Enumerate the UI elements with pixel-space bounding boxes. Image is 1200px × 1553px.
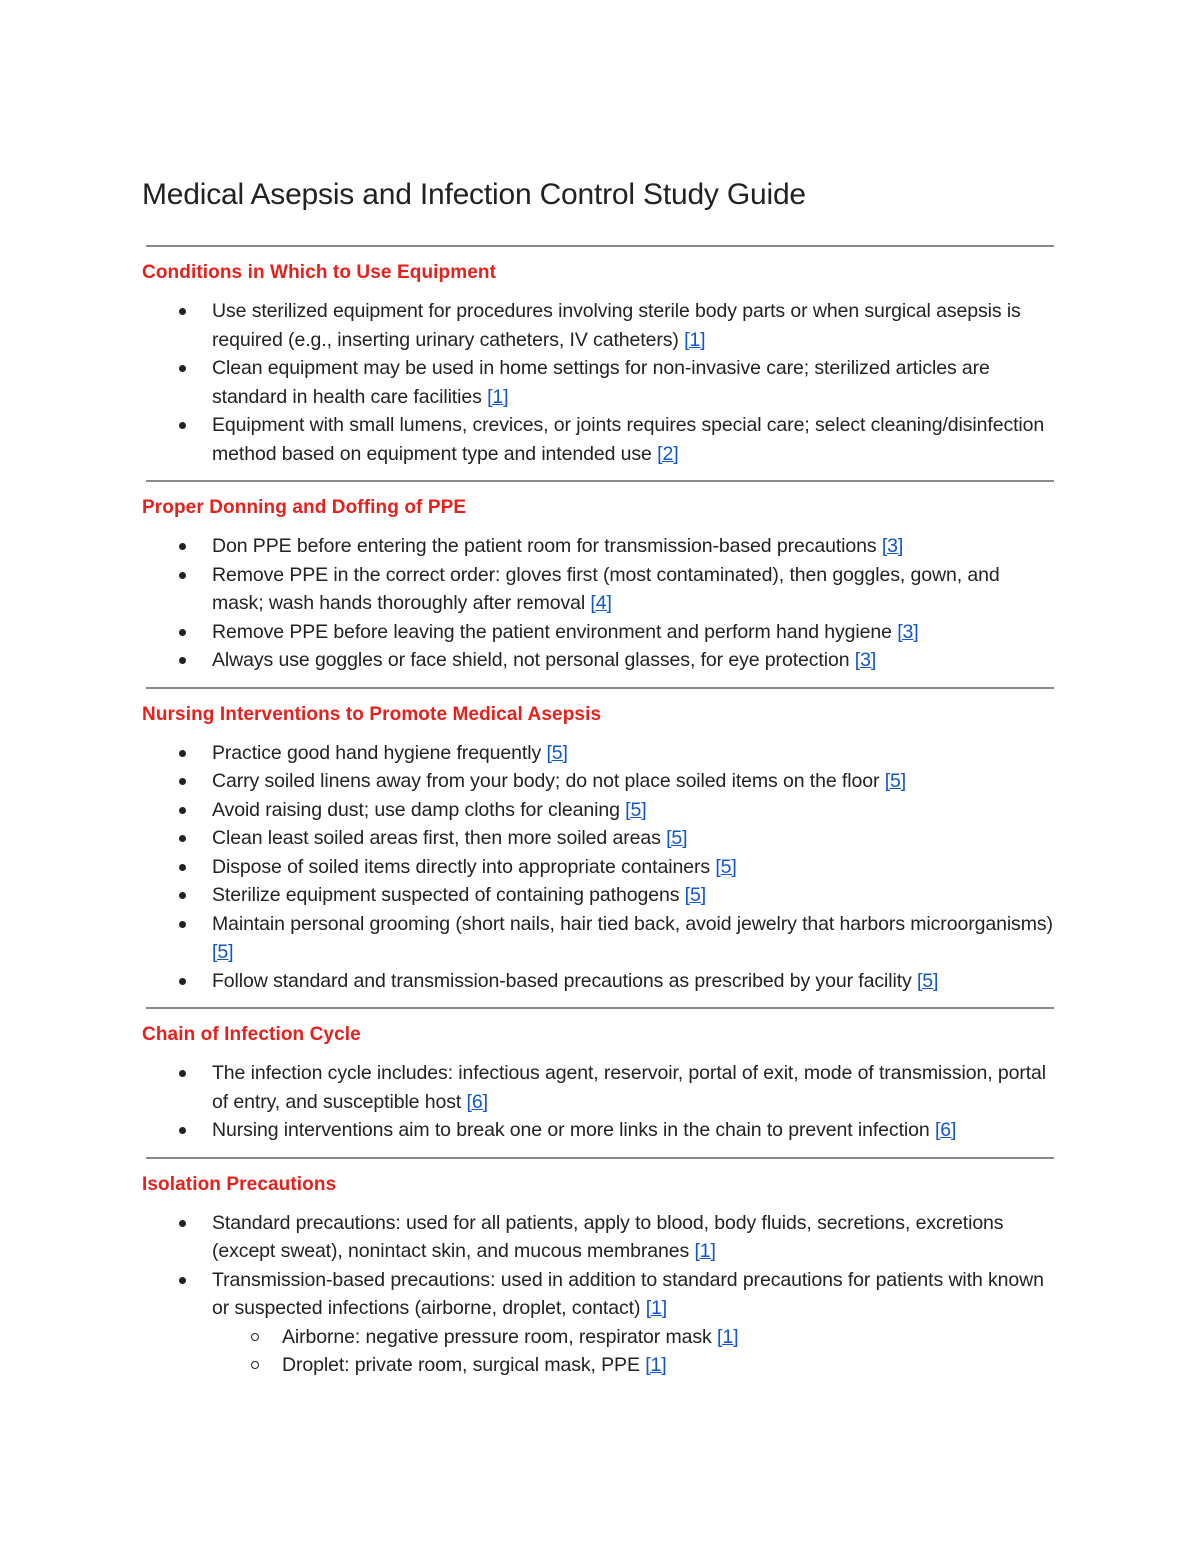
bullet-dot-icon <box>179 1277 186 1284</box>
section-divider <box>146 1157 1054 1159</box>
citation-link[interactable]: [5] <box>684 884 707 906</box>
list-item-text: Avoid raising dust; use damp cloths for cleaning <box>212 798 626 821</box>
bullet-dot-icon <box>179 892 186 899</box>
bullet-dot-icon <box>179 807 186 814</box>
citation-link[interactable]: [5] <box>212 941 234 963</box>
bullet-list <box>142 297 1054 468</box>
list-item-text: Clean least soiled areas first, then more soiled areas <box>212 827 667 849</box>
bullet-dot-icon <box>179 572 186 579</box>
list-item <box>142 354 1054 411</box>
citation-link[interactable]: [5] <box>715 855 737 878</box>
list-item <box>142 1266 1054 1380</box>
citation-link[interactable]: [1] <box>487 385 509 408</box>
citation-link[interactable]: [3] <box>881 535 904 557</box>
bullet-dot-icon <box>179 864 186 871</box>
bullet-dot-icon <box>179 1220 186 1227</box>
list-item <box>142 967 1054 996</box>
bullet-dot-icon <box>179 978 186 985</box>
citation-link[interactable]: [2] <box>657 442 679 465</box>
list-item-text: Don PPE before entering the patient room for transmission-based precautions <box>212 535 882 557</box>
section-divider <box>146 245 1054 247</box>
bullet-dot-icon <box>179 657 186 664</box>
citation-link[interactable]: [6] <box>466 1090 488 1113</box>
document-title: Medical Asepsis and Infection Control Study Guide <box>142 178 806 211</box>
citation-link[interactable]: [5] <box>884 770 907 792</box>
bullet-list <box>142 1059 1054 1145</box>
list-item <box>142 618 1054 647</box>
section-heading: Nursing Interventions to Promote Medical Asepsis <box>142 703 602 725</box>
bullet-dot-icon <box>179 365 186 372</box>
list-item-text: Clean equipment may be used in home settings for non-invasive care; sterilized articles are standard in health care facilities <box>212 357 990 408</box>
list-item <box>142 824 1054 853</box>
list-item <box>142 411 1054 468</box>
citation-link[interactable]: [1] <box>694 1240 716 1262</box>
section-heading: Isolation Precautions <box>142 1173 337 1195</box>
sub-list-item-text: Airborne: negative pressure room, respirator mask <box>282 1325 718 1348</box>
citation-link[interactable]: [5] <box>546 741 568 764</box>
list-item <box>142 561 1054 618</box>
list-item <box>142 739 1054 768</box>
bullet-list <box>142 532 1054 675</box>
list-item-text: Nursing interventions aim to break one or more links in the chain to prevent infection <box>212 1119 935 1141</box>
list-item-text: Equipment with small lumens, crevices, or joints requires special care; select cleaning/disinfection method based on equipment type and intended use <box>212 414 1045 465</box>
sub-list-item <box>142 1323 1054 1352</box>
bullet-dot-icon <box>179 422 186 429</box>
list-item <box>142 297 1054 354</box>
bullet-dot-icon <box>179 835 186 842</box>
list-item-text: Practice good hand hygiene frequently <box>212 741 547 764</box>
list-item-text: Sterilize equipment suspected of containing pathogens <box>212 884 685 906</box>
citation-link[interactable]: [3] <box>854 649 877 671</box>
list-item-text: Standard precautions: used for all patients, apply to blood, body fluids, secretions, excretions (except sweat), nonintact skin, and mucous membranes <box>212 1211 1004 1262</box>
list-item <box>142 767 1054 796</box>
list-item-text: Dispose of soiled items directly into appropriate containers <box>212 855 716 878</box>
list-item-text: Always use goggles or face shield, not personal glasses, for eye protection <box>212 649 855 671</box>
bullet-dot-icon <box>179 1070 186 1077</box>
list-item-text: The infection cycle includes: infectious agent, reservoir, portal of exit, mode of transmission, portal of entry, and susceptible host <box>212 1062 1047 1113</box>
list-item <box>142 796 1054 825</box>
sub-list-item-text: Droplet: private room, surgical mask, PPE <box>282 1354 646 1376</box>
list-item-text: Transmission-based precautions: used in addition to standard precautions for patients with known or suspected infections (airborne, droplet, contact) <box>212 1268 1044 1319</box>
sections-container <box>142 245 1054 1380</box>
citation-link[interactable]: [6] <box>934 1119 957 1141</box>
hollow-bullet-icon <box>251 1361 259 1369</box>
list-item <box>142 1059 1054 1116</box>
bullet-list <box>142 1209 1054 1380</box>
list-item <box>142 910 1054 967</box>
citation-link[interactable]: [5] <box>625 798 647 821</box>
bullet-dot-icon <box>179 308 186 315</box>
list-item <box>142 881 1054 910</box>
list-item-text: Carry soiled linens away from your body; do not place soiled items on the floor <box>212 770 885 792</box>
citation-link[interactable]: [4] <box>590 592 612 614</box>
list-item-text: Use sterilized equipment for procedures involving sterile body parts or when surgical asepsis is required (e.g., inserting urinary catheters, IV catheters) <box>212 300 1021 351</box>
list-item-text: Remove PPE before leaving the patient environment and perform hand hygiene <box>212 620 898 643</box>
list-item <box>142 853 1054 882</box>
section-divider <box>146 687 1054 689</box>
section-heading: Chain of Infection Cycle <box>142 1024 361 1045</box>
bullet-dot-icon <box>179 750 186 757</box>
list-item-text: Follow standard and transmission-based precautions as prescribed by your facility <box>212 969 917 992</box>
citation-link[interactable]: [1] <box>645 1297 668 1319</box>
list-item <box>142 646 1054 675</box>
section-divider <box>146 480 1054 482</box>
citation-link[interactable]: [5] <box>666 827 688 849</box>
bullet-dot-icon <box>179 778 186 785</box>
bullet-dot-icon <box>179 1127 186 1134</box>
sub-list-item <box>142 1351 1054 1380</box>
citation-link[interactable]: [1] <box>717 1325 739 1348</box>
document-page <box>142 175 1054 1392</box>
section-heading: Conditions in Which to Use Equipment <box>142 262 497 283</box>
citation-link[interactable]: [5] <box>916 969 939 992</box>
section-divider <box>146 1007 1054 1009</box>
list-item <box>142 1116 1054 1145</box>
bullet-dot-icon <box>179 921 186 928</box>
citation-link[interactable]: [1] <box>684 328 706 351</box>
sub-bullet-list <box>212 1323 1054 1380</box>
list-item <box>142 532 1054 561</box>
bullet-dot-icon <box>179 629 186 636</box>
hollow-bullet-icon <box>251 1333 259 1341</box>
citation-link[interactable]: [3] <box>897 620 919 643</box>
section-heading: Proper Donning and Doffing of PPE <box>142 497 467 518</box>
list-item-text: Remove PPE in the correct order: gloves first (most contaminated), then goggles, gown, and mask; wash hands thoroughly after removal <box>212 563 1000 614</box>
bullet-dot-icon <box>179 543 186 550</box>
list-item <box>142 1209 1054 1266</box>
list-item-text: Maintain personal grooming (short nails, hair tied back, avoid jewelry that harbors microorganisms) <box>212 912 1053 935</box>
bullet-list <box>142 739 1054 996</box>
citation-link[interactable]: [1] <box>645 1354 667 1376</box>
